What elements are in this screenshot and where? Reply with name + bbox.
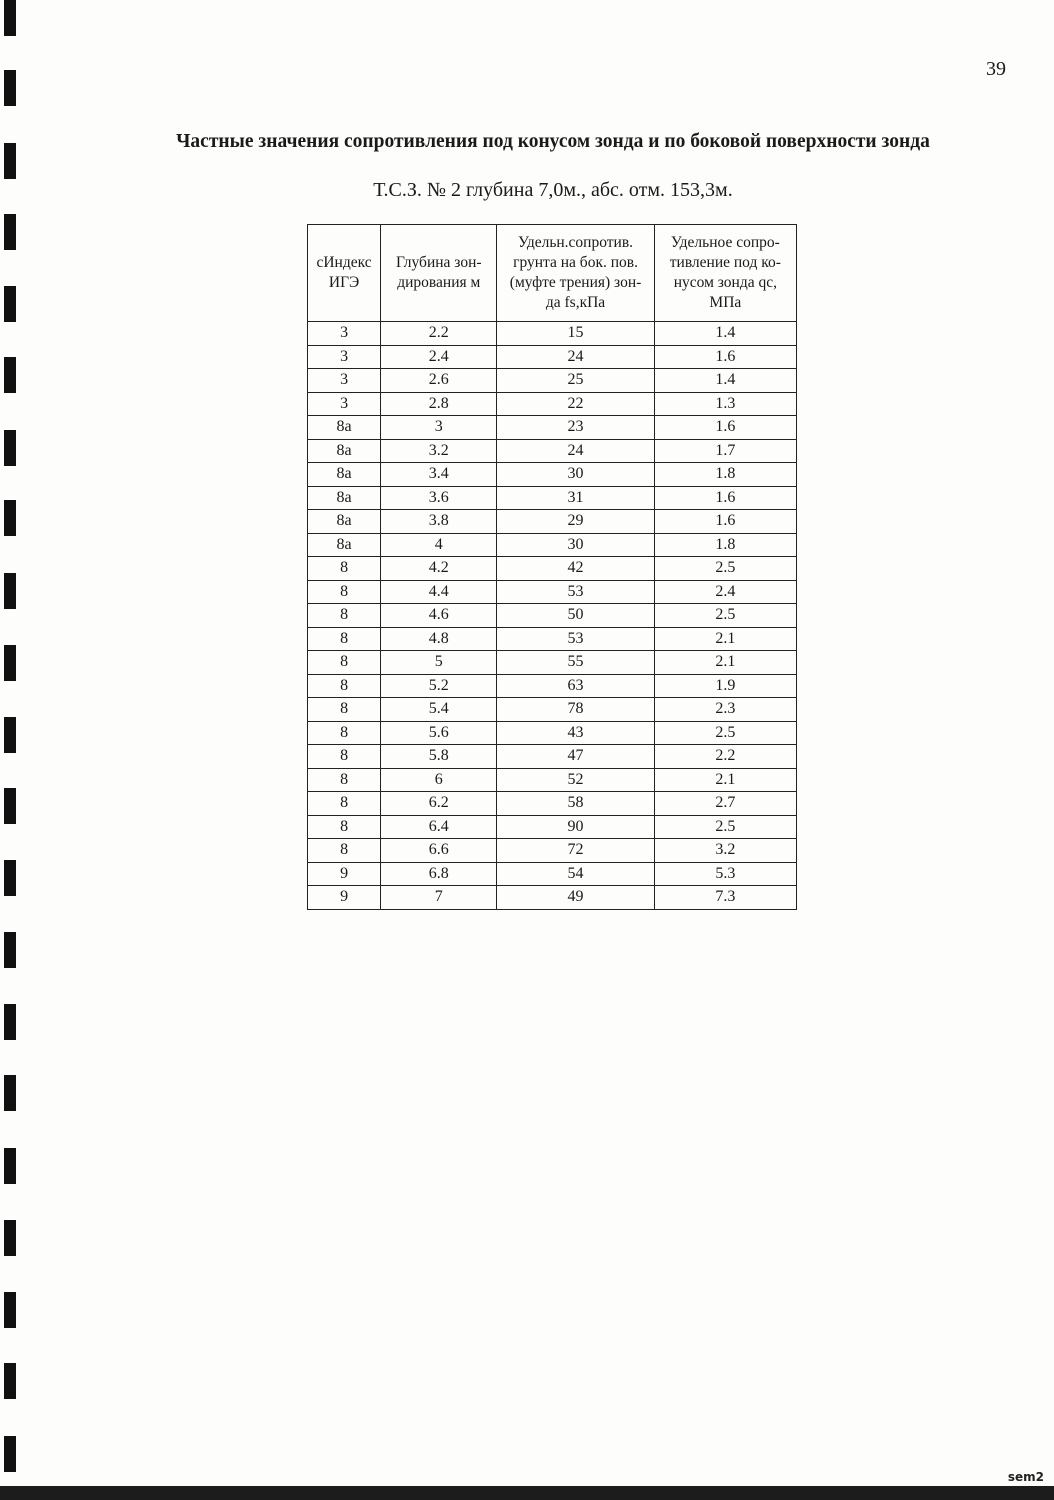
- cell-side-resistance: 43: [497, 721, 654, 745]
- cell-depth: 4.8: [381, 627, 497, 651]
- binding-strip: [0, 0, 30, 1500]
- cell-ige-index: 8: [308, 721, 381, 745]
- binding-hole: [4, 286, 16, 322]
- cell-cone-resistance: 1.6: [654, 416, 796, 440]
- cell-cone-resistance: 2.3: [654, 698, 796, 722]
- table-row: [308, 862, 797, 886]
- binding-hole: [4, 932, 16, 968]
- cell-depth: 3.8: [381, 510, 497, 534]
- cell-ige-index: 9: [308, 862, 381, 886]
- binding-hole: [4, 1436, 16, 1472]
- cell-depth: 2.2: [381, 322, 497, 346]
- cell-side-resistance: 24: [497, 345, 654, 369]
- cell-side-resistance: 58: [497, 792, 654, 816]
- table-row: [308, 674, 797, 698]
- table-body: [308, 322, 797, 910]
- table-row: [308, 745, 797, 769]
- table-row: [308, 322, 797, 346]
- table-row: [308, 792, 797, 816]
- table-row: [308, 651, 797, 675]
- cell-ige-index: 8а: [308, 439, 381, 463]
- cell-side-resistance: 23: [497, 416, 654, 440]
- cell-side-resistance: 47: [497, 745, 654, 769]
- header-ige-index: сИндекс ИГЭ: [308, 225, 381, 322]
- cell-ige-index: 8а: [308, 533, 381, 557]
- cell-depth: 3: [381, 416, 497, 440]
- cell-ige-index: 8: [308, 839, 381, 863]
- cell-depth: 2.8: [381, 392, 497, 416]
- cell-ige-index: 9: [308, 886, 381, 910]
- binding-hole: [4, 430, 16, 466]
- cell-side-resistance: 24: [497, 439, 654, 463]
- cell-cone-resistance: 2.1: [654, 627, 796, 651]
- table-row: [308, 698, 797, 722]
- binding-hole: [4, 1148, 16, 1184]
- cell-cone-resistance: 5.3: [654, 862, 796, 886]
- table-row: [308, 815, 797, 839]
- cell-ige-index: 8а: [308, 486, 381, 510]
- table-row: [308, 839, 797, 863]
- cell-cone-resistance: 1.6: [654, 345, 796, 369]
- page-number: 39: [986, 58, 1006, 80]
- cell-cone-resistance: 2.5: [654, 557, 796, 581]
- binding-hole: [4, 1363, 16, 1399]
- cell-depth: 4.2: [381, 557, 497, 581]
- cell-depth: 5.4: [381, 698, 497, 722]
- cell-depth: 3.6: [381, 486, 497, 510]
- cell-cone-resistance: 2.7: [654, 792, 796, 816]
- cell-side-resistance: 22: [497, 392, 654, 416]
- table-row: [308, 721, 797, 745]
- binding-hole: [4, 1004, 16, 1040]
- cell-cone-resistance: 1.6: [654, 510, 796, 534]
- cell-cone-resistance: 2.2: [654, 745, 796, 769]
- binding-hole: [4, 717, 16, 753]
- cell-side-resistance: 25: [497, 369, 654, 393]
- cell-side-resistance: 54: [497, 862, 654, 886]
- cell-ige-index: 3: [308, 369, 381, 393]
- table-row: [308, 604, 797, 628]
- cell-cone-resistance: 1.8: [654, 463, 796, 487]
- cell-depth: 7: [381, 886, 497, 910]
- cell-ige-index: 8а: [308, 416, 381, 440]
- cpt-data-table: [307, 224, 797, 910]
- cell-side-resistance: 90: [497, 815, 654, 839]
- binding-hole: [4, 357, 16, 393]
- page-title: Частные значения сопротивления под конусом зонда и по боковой поверхности зонда: [176, 131, 930, 152]
- cell-ige-index: 3: [308, 392, 381, 416]
- cell-cone-resistance: 1.7: [654, 439, 796, 463]
- watermark: sem2: [1007, 1470, 1044, 1484]
- cell-side-resistance: 55: [497, 651, 654, 675]
- cell-ige-index: 8: [308, 674, 381, 698]
- cell-depth: 5.6: [381, 721, 497, 745]
- cell-depth: 6.8: [381, 862, 497, 886]
- cell-side-resistance: 78: [497, 698, 654, 722]
- cell-cone-resistance: 2.1: [654, 651, 796, 675]
- cell-cone-resistance: 1.9: [654, 674, 796, 698]
- cell-ige-index: 8: [308, 745, 381, 769]
- header-depth: Глубина зон- дирования м: [381, 225, 497, 322]
- cell-ige-index: 8а: [308, 510, 381, 534]
- cell-cone-resistance: 1.4: [654, 369, 796, 393]
- cell-ige-index: 8: [308, 768, 381, 792]
- cell-cone-resistance: 2.5: [654, 604, 796, 628]
- table-row: [308, 463, 797, 487]
- table-row: [308, 510, 797, 534]
- cell-cone-resistance: 1.3: [654, 392, 796, 416]
- cell-side-resistance: 29: [497, 510, 654, 534]
- header-side-resistance: Удельн.сопротив. грунта на бок. пов. (муфте трения) зон- да fs,кПа: [497, 225, 654, 322]
- table-row: [308, 557, 797, 581]
- cell-depth: 6.6: [381, 839, 497, 863]
- binding-hole: [4, 573, 16, 609]
- binding-hole: [4, 1075, 16, 1111]
- cell-ige-index: 8: [308, 604, 381, 628]
- cell-ige-index: 8: [308, 792, 381, 816]
- table-row: [308, 533, 797, 557]
- table-row: [308, 439, 797, 463]
- binding-hole: [4, 500, 16, 536]
- cell-depth: 3.4: [381, 463, 497, 487]
- binding-hole: [4, 1220, 16, 1256]
- cell-ige-index: 8: [308, 627, 381, 651]
- table-row: [308, 416, 797, 440]
- cell-side-resistance: 31: [497, 486, 654, 510]
- cell-ige-index: 8: [308, 815, 381, 839]
- cell-cone-resistance: 2.1: [654, 768, 796, 792]
- cell-depth: 6: [381, 768, 497, 792]
- binding-hole: [4, 70, 16, 106]
- table-row: [308, 345, 797, 369]
- table-row: [308, 392, 797, 416]
- scan-bottom-edge: [0, 1486, 1054, 1500]
- cell-side-resistance: 53: [497, 627, 654, 651]
- table-row: [308, 369, 797, 393]
- table-row: [308, 886, 797, 910]
- cell-depth: 3.2: [381, 439, 497, 463]
- cell-side-resistance: 30: [497, 463, 654, 487]
- cell-depth: 5: [381, 651, 497, 675]
- cell-cone-resistance: 1.8: [654, 533, 796, 557]
- binding-hole: [4, 214, 16, 250]
- cell-cone-resistance: 1.6: [654, 486, 796, 510]
- table-row: [308, 768, 797, 792]
- cell-depth: 5.2: [381, 674, 497, 698]
- cell-cone-resistance: 2.5: [654, 815, 796, 839]
- cell-depth: 2.4: [381, 345, 497, 369]
- cell-depth: 5.8: [381, 745, 497, 769]
- cell-ige-index: 8: [308, 651, 381, 675]
- cell-depth: 4.4: [381, 580, 497, 604]
- cell-side-resistance: 15: [497, 322, 654, 346]
- cell-depth: 2.6: [381, 369, 497, 393]
- cell-side-resistance: 49: [497, 886, 654, 910]
- table-row: [308, 486, 797, 510]
- binding-hole: [4, 645, 16, 681]
- page-subtitle: Т.С.З. № 2 глубина 7,0м., абс. отм. 153,3м.: [373, 179, 733, 201]
- cell-side-resistance: 52: [497, 768, 654, 792]
- cell-cone-resistance: 2.5: [654, 721, 796, 745]
- cell-cone-resistance: 2.4: [654, 580, 796, 604]
- binding-hole: [4, 1292, 16, 1328]
- cell-side-resistance: 30: [497, 533, 654, 557]
- cell-depth: 4: [381, 533, 497, 557]
- cell-side-resistance: 42: [497, 557, 654, 581]
- cell-side-resistance: 50: [497, 604, 654, 628]
- header-cone-resistance: Удельное сопро- тивление под ко- нусом зонда qc, МПа: [654, 225, 796, 322]
- cell-cone-resistance: 3.2: [654, 839, 796, 863]
- cell-depth: 4.6: [381, 604, 497, 628]
- cell-side-resistance: 72: [497, 839, 654, 863]
- cell-ige-index: 8а: [308, 463, 381, 487]
- table-row: [308, 627, 797, 651]
- cell-side-resistance: 53: [497, 580, 654, 604]
- cell-side-resistance: 63: [497, 674, 654, 698]
- table-header-row: [308, 225, 797, 322]
- cell-ige-index: 8: [308, 698, 381, 722]
- cell-cone-resistance: 7.3: [654, 886, 796, 910]
- cell-cone-resistance: 1.4: [654, 322, 796, 346]
- binding-hole: [4, 788, 16, 824]
- table-row: [308, 580, 797, 604]
- cell-depth: 6.4: [381, 815, 497, 839]
- cell-ige-index: 8: [308, 580, 381, 604]
- binding-hole: [4, 860, 16, 896]
- cell-ige-index: 3: [308, 322, 381, 346]
- cell-depth: 6.2: [381, 792, 497, 816]
- cell-ige-index: 3: [308, 345, 381, 369]
- binding-hole: [4, 0, 16, 36]
- cell-ige-index: 8: [308, 557, 381, 581]
